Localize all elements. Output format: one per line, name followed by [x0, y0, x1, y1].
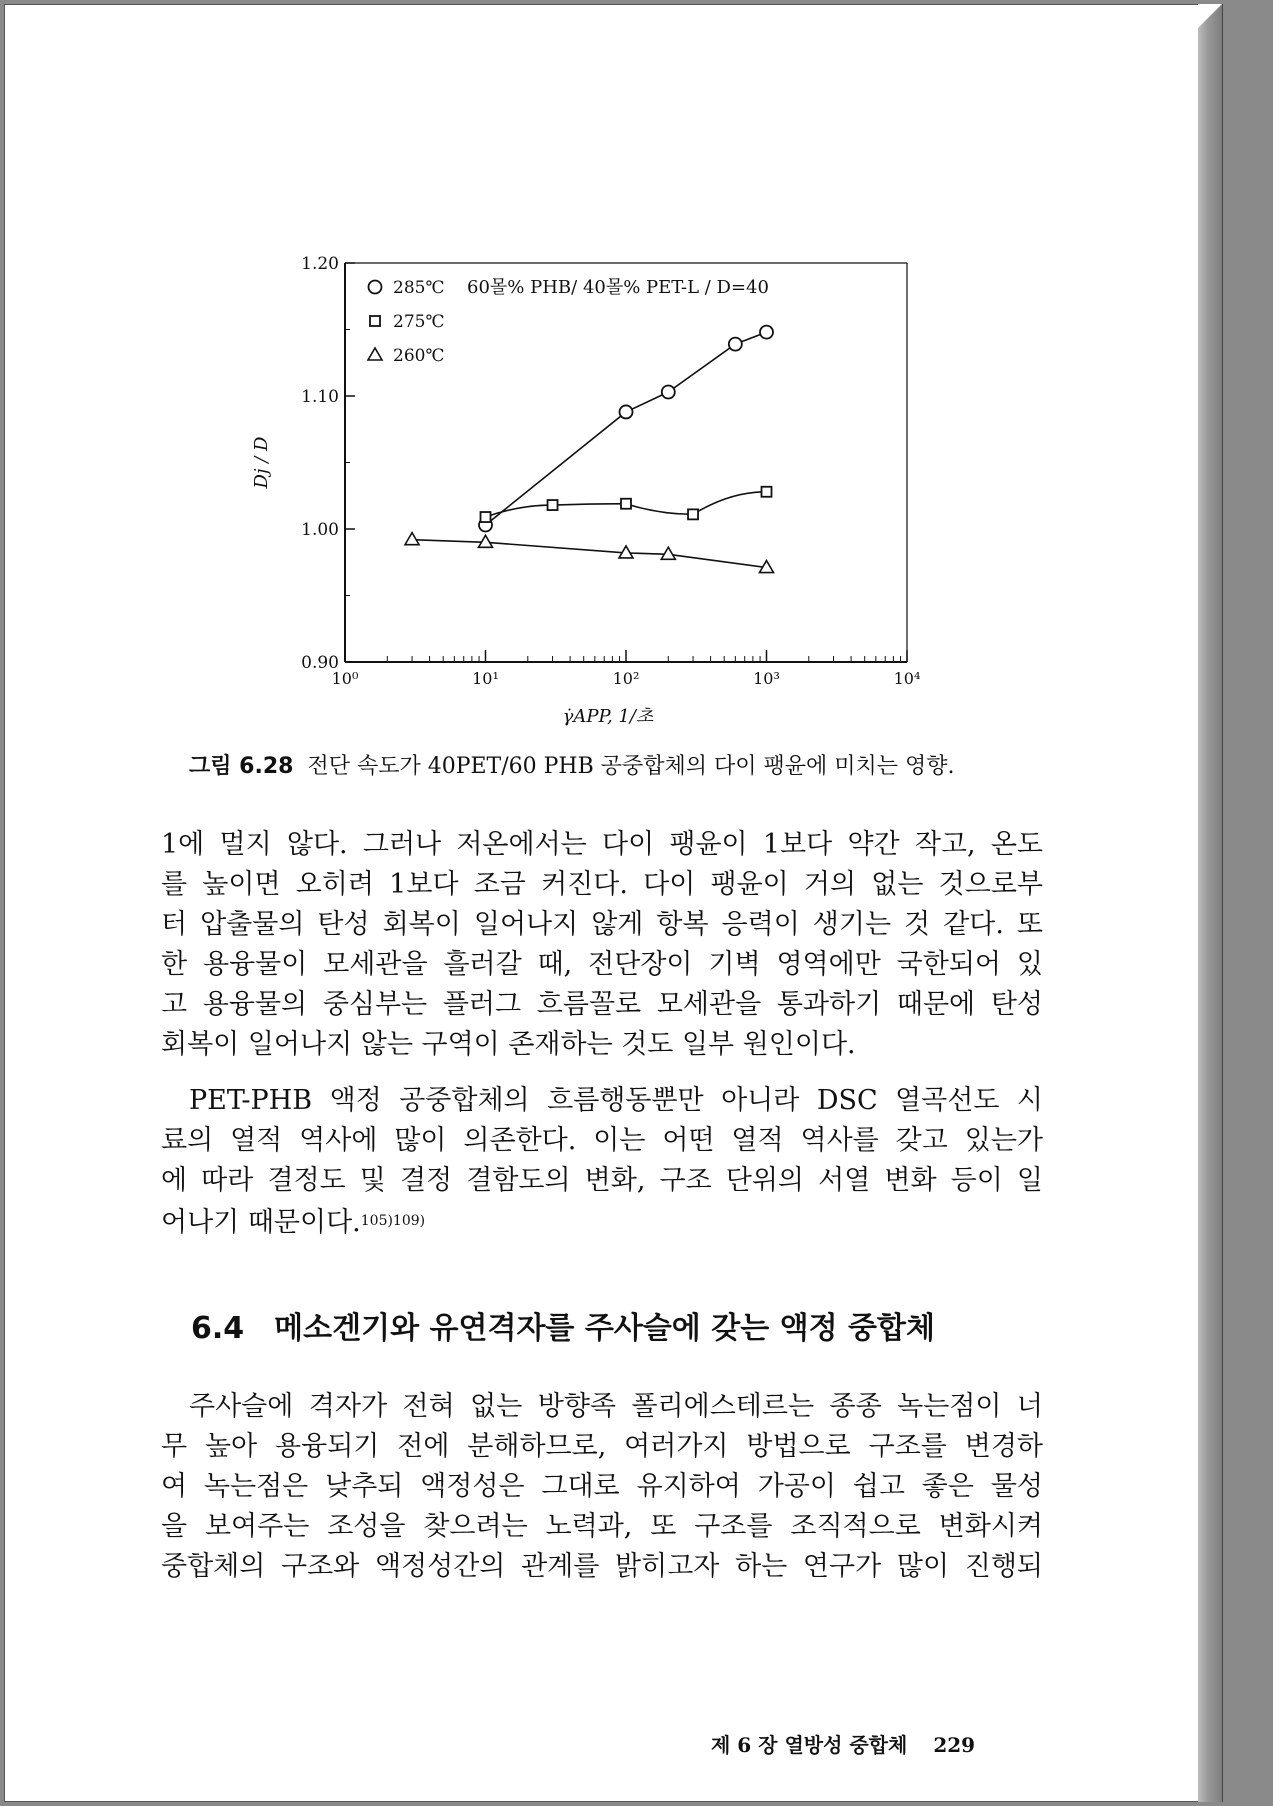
paragraph-3: [161, 1387, 1043, 1587]
text-line: 료의 열적 역사에 많이 의존한다. 이는 어떤 열적 역사를 갖고 있는가: [161, 1125, 1043, 1156]
text-line: 고 용융물의 중심부는 플러그 흐름꼴로 모세관을 통과하기 때문에 탄성: [161, 989, 1043, 1020]
y-tick-label: 0.90: [301, 653, 339, 673]
x-tick-label: 10¹: [472, 669, 499, 688]
data-point-triangle: [405, 533, 419, 545]
x-axis-label: γ̇APP, 1/초: [562, 706, 654, 727]
page-footer: [711, 1729, 975, 1758]
paragraph-2: [161, 1081, 1043, 1243]
text-line: 터 압출물의 탄성 회복이 일어나지 않게 항복 응력이 생기는 것 같다. 또: [161, 909, 1043, 940]
data-point-circle: [760, 326, 773, 339]
data-point-circle: [620, 405, 633, 418]
section-title: 메소겐기와 유연격자를 주사슬에 갖는 액정 중합체: [274, 1311, 935, 1346]
text-line: 여 녹는점은 낮추되 액정성은 그대로 유지하여 가공이 쉽고 좋은 물성: [161, 1471, 1043, 1502]
data-point-square: [762, 487, 772, 497]
book-page: [4, 4, 1200, 1802]
caption-text: 전단 속도가 40PET/60 PHB 공중합체의 다이 팽윤에 미치는 영향.: [307, 754, 955, 779]
text-line: PET-PHB 액정 공중합체의 흐름행동뿐만 아니라 DSC 열곡선도 시: [189, 1085, 1043, 1116]
paragraph-1: [161, 825, 1043, 1065]
data-point-square: [548, 500, 558, 510]
running-footer-chapter: 제 6 장 열방성 중합체: [711, 1733, 908, 1757]
text-line-last: [161, 1201, 1043, 1243]
section-number: 6.4: [191, 1311, 245, 1346]
figure-label: 그림 6.28: [189, 754, 294, 779]
data-point-triangle: [661, 547, 675, 559]
legend-marker-triangle: [368, 348, 382, 360]
figure-caption: [189, 749, 955, 780]
x-tick-label: 10⁰: [331, 669, 359, 688]
text-line: 주사슬에 격자가 전혀 없는 방향족 폴리에스테르는 종종 녹는점이 너: [189, 1391, 1043, 1422]
y-tick-label: 1.00: [301, 520, 339, 540]
series-line-circle: [486, 332, 767, 525]
page-corner-fold: [1198, 4, 1222, 28]
legend-marker-circle: [369, 281, 382, 294]
text-line: 에 따라 결정도 및 결정 결함도의 변화, 구조 단위의 서열 변화 등이 일: [161, 1165, 1043, 1196]
text-line: 무 높아 용융되기 전에 분해하므로, 여러가지 방법으로 구조를 변경하: [161, 1431, 1043, 1462]
legend-label: 275℃: [393, 312, 445, 332]
text-line: 를 높이면 오히려 1보다 조금 커진다. 다이 팽윤이 거의 없는 것으로부: [161, 869, 1043, 900]
y-tick-label: 1.20: [301, 254, 339, 274]
data-point-circle: [662, 386, 675, 399]
data-point-square: [688, 509, 698, 519]
x-tick-label: 10²: [612, 669, 640, 688]
legend-label: 285℃: [393, 278, 445, 298]
data-point-square: [621, 499, 631, 509]
die-swell-chart: [235, 245, 935, 735]
text-line: 1에 멀지 않다. 그러나 저온에서는 다이 팽윤이 1보다 약간 작고, 온도: [161, 829, 1043, 860]
page-number: 229: [933, 1733, 976, 1757]
section-heading: [191, 1303, 935, 1347]
y-axis-label: Dj / D: [251, 436, 272, 489]
legend-marker-square: [370, 316, 380, 326]
data-point-circle: [729, 338, 742, 351]
chart-svg: [235, 245, 935, 735]
text-line: 중합체의 구조와 액정성간의 관계를 밝히고자 하는 연구가 많이 진행되: [161, 1551, 1043, 1582]
data-point-square: [481, 512, 491, 522]
y-tick-label: 1.10: [301, 387, 339, 407]
data-point-triangle: [479, 535, 493, 547]
text-line: 을 보여주는 조성을 찾으려는 노력과, 또 구조를 조직적으로 변화시켜: [161, 1511, 1043, 1542]
page-edge-shadow: [1198, 4, 1223, 1802]
series-line-triangle: [412, 540, 766, 568]
chart-title: 60몰% PHB/ 40몰% PET-L / D=40: [467, 277, 769, 298]
x-tick-label: 10³: [753, 669, 780, 688]
text-line: 어나기 때문이다.: [161, 1207, 361, 1238]
text-line: 회복이 일어나지 않는 구역이 존재하는 것도 일부 원인이다.: [161, 1029, 856, 1060]
text-line: 한 용융물이 모세관을 흘러갈 때, 전단장이 기벽 영역에만 국한되어 있: [161, 949, 1043, 980]
legend-label: 260℃: [393, 346, 445, 366]
x-tick-label: 10⁴: [893, 669, 921, 688]
reference-superscript: 105)109): [360, 1213, 426, 1229]
